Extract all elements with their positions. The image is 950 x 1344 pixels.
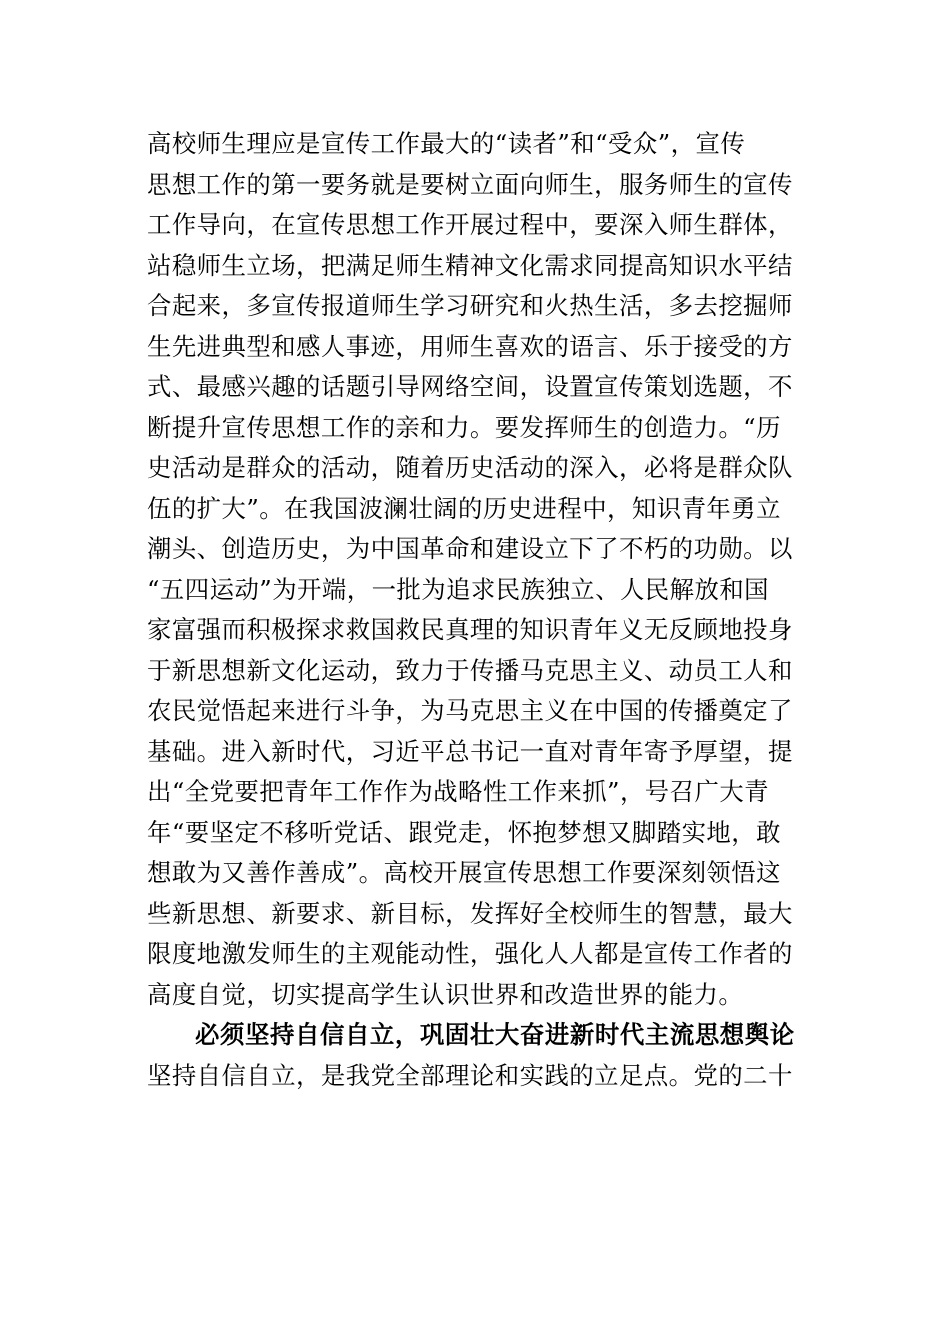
text-line: 式、最感兴趣的话题引导网络空间，设置宣传策划选题，不	[147, 372, 793, 401]
text-line: 高度自觉，切实提高学生认识世界和改造世界的能力。	[147, 979, 744, 1009]
text-line: 断提升宣传思想工作的亲和力。要发挥师生的创造力。“历	[147, 412, 781, 442]
text-line: 家富强而积极探求救国救民真理的知识青年义无反顾地投身	[147, 615, 793, 644]
text-line: “五四运动”为开端，一批为追求民族独立、人民解放和国	[147, 574, 770, 604]
text-line: 坚持自信自立，是我党全部理论和实践的立足点。党的二十	[147, 1060, 793, 1090]
text-line: 伍的扩大”。在我国波澜壮阔的历史进程中，知识青年勇立	[147, 493, 781, 523]
section-heading: 必须坚持自信自立，巩固壮大奋进新时代主流思想舆论	[195, 1020, 795, 1049]
text-line: 限度地激发师生的主观能动性，强化人人都是宣传工作者的	[147, 939, 793, 968]
text-line: 农民觉悟起来进行斗争，为马克思主义在中国的传播奠定了	[147, 696, 793, 725]
text-line: 站稳师生立场，把满足师生精神文化需求同提高知识水平结	[147, 250, 793, 280]
text-line: 高校师生理应是宣传工作最大的“读者”和“受众”，宣传	[147, 129, 746, 158]
text-line: 合起来，多宣传报道师生学习研究和火热生活，多去挖掘师	[147, 291, 793, 320]
paragraph-2	[147, 1056, 817, 1097]
text-line: 生先进典型和感人事迹，用师生喜欢的语言、乐于接受的方	[147, 331, 793, 361]
text-line: 史活动是群众的活动，随着历史活动的深入，必将是群众队	[147, 453, 793, 482]
text-line: 于新思想新文化运动，致力于传播马克思主义、动员工人和	[147, 655, 793, 685]
text-line: 潮头、创造历史，为中国革命和建设立下了不朽的功勋。以	[147, 534, 793, 563]
body-text	[147, 124, 817, 1096]
text-line: 出“全党要把青年工作作为战略性工作来抓”，号召广大青	[147, 777, 770, 806]
text-line: 年“要坚定不移听党话、跟党走，怀抱梦想又脚踏实地，敢	[147, 817, 781, 847]
text-line: 想敢为又善作善成”。高校开展宣传思想工作要深刻领悟这	[147, 858, 781, 887]
text-line: 思想工作的第一要务就是要树立面向师生，服务师生的宣传	[147, 169, 793, 199]
text-line: 工作导向，在宣传思想工作开展过程中，要深入师生群体，	[147, 210, 793, 239]
text-line: 基础。进入新时代，习近平总书记一直对青年寄予厚望，提	[147, 736, 793, 766]
paragraph-1	[147, 124, 817, 1015]
text-line: 些新思想、新要求、新目标，发挥好全校师生的智慧，最大	[147, 898, 793, 928]
